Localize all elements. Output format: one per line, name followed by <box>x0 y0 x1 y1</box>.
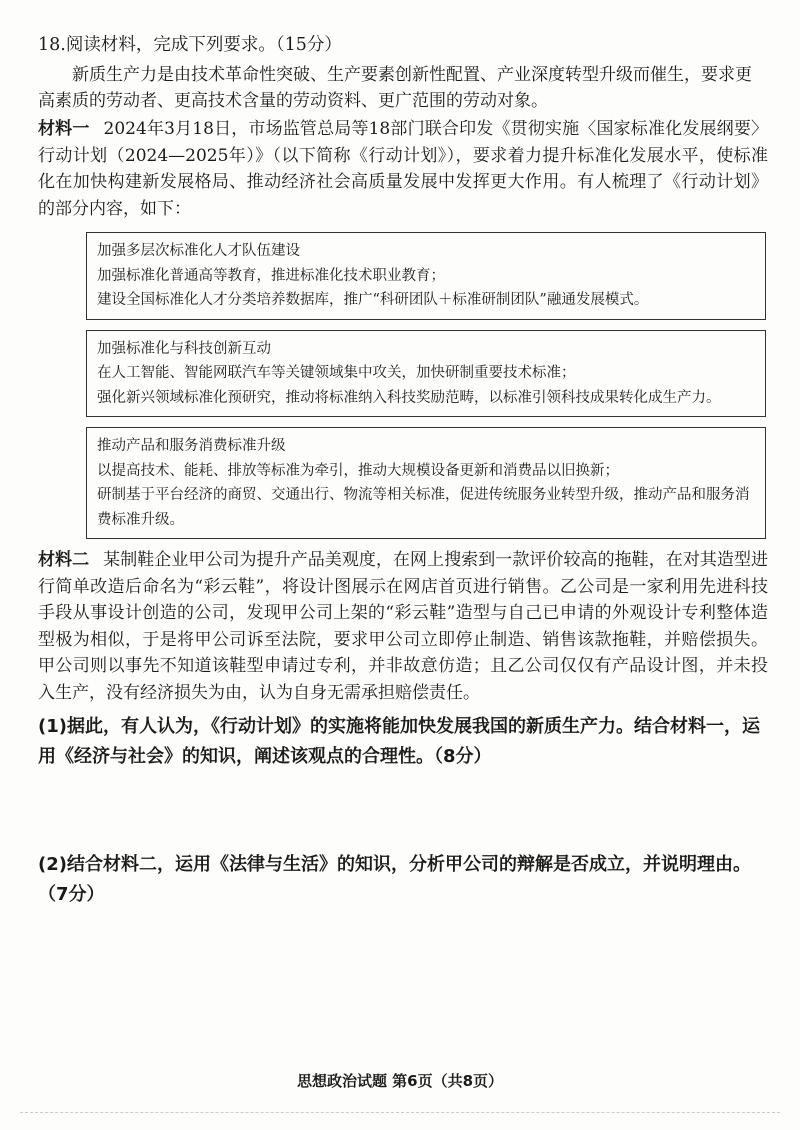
box-line: 在人工智能、智能网联汽车等关键领域集中攻关，加快研制重要技术标准； <box>97 365 576 381</box>
box-title: 推动产品和服务消费标准升级 <box>97 438 286 454</box>
bottom-divider <box>20 1112 780 1113</box>
plan-box-talent <box>86 232 766 320</box>
box-line: 加强标准化普通高等教育，推进标准化技术职业教育； <box>97 267 445 284</box>
exam-page <box>38 30 768 910</box>
material1-label: 材料一 <box>38 119 90 139</box>
box-title: 加强标准化与科技创新互动 <box>97 340 271 357</box>
plan-box-tech <box>86 330 766 418</box>
material2-text: 某制鞋企业甲公司为提升产品美观度，在网上搜索到一款评价较高的拖鞋，在对其造型进行简单改造后命名为“彩云鞋”，将设计图展示在网店首页进行销售。乙公司是一家利用先进科技手段从事设计创造的公司，发现甲公司上架的“彩云鞋”造型与自己已申请的外观设计专利整体造型极为相似，于是将甲公司诉至法院，要求甲公司立即停止制造、销售该款拖鞋，并赔偿损失。甲公司则以事先不知道该鞋型申请过专利，并非故意仿造；且乙公司仅仅有产品设计图，并未投入生产，没有经济损失为由，认为自身无需承担赔偿责任。 <box>38 550 769 703</box>
question-intro: 新质生产力是由技术革命性突破、生产要素创新性配置、产业深度转型升级而催生，要求更高素质的劳动者、更高技术含量的劳动资料、更广范围的劳动对象。 <box>38 65 752 111</box>
box-line: 以提高技术、能耗、排放等标准为牵引，推动大规模设备更新和消费品以旧换新； <box>97 462 619 479</box>
sub-question-2: (2)结合材料二，运用《法律与生活》的知识，分析甲公司的辩解是否成立，并说明理由。（7分） <box>38 854 751 905</box>
sub-question-1: (1)据此，有人认为，《行动计划》的实施将能加快发展我国的新质生产力。结合材料一，运用《经济与社会》的知识，阐述该观点的合理性。（8分） <box>38 716 760 767</box>
material1-text: 2024年3月18日，市场监管总局等18部门联合印发《贯彻实施〈国家标准化发展纲要〉行动计划（2024—2025年）》（以下简称《行动计划》），要求着力提升标准化发展水平，使标准化在加快构建新发展格局、推动经济社会高质量发展中发挥更大作用。有人梳理了《行动计划》的部分内容，如下： <box>38 119 769 219</box>
question-title: 18.阅读材料，完成下列要求。（15分） <box>38 35 342 55</box>
box-line: 强化新兴领域标准化预研究，推动将标准纳入科技奖励范畴，以标准引领科技成果转化成生产力。 <box>97 389 721 406</box>
box-line: 研制基于平台经济的商贸、交通出行、物流等相关标准，促进传统服务业转型升级，推动产品和服务消费标准升级。 <box>97 487 750 528</box>
material2-paragraph <box>38 547 768 706</box>
box-line: 建设全国标准化人才分类培养数据库，推广“科研团队＋标准研制团队”融通发展模式。 <box>97 292 649 308</box>
material2-label: 材料二 <box>38 550 90 570</box>
box-title: 加强多层次标准化人才队伍建设 <box>97 243 300 259</box>
plan-box-consumption <box>86 427 766 539</box>
page-footer: 思想政治试题 第6页（共8页） <box>296 1072 504 1090</box>
material1-paragraph <box>38 116 768 222</box>
